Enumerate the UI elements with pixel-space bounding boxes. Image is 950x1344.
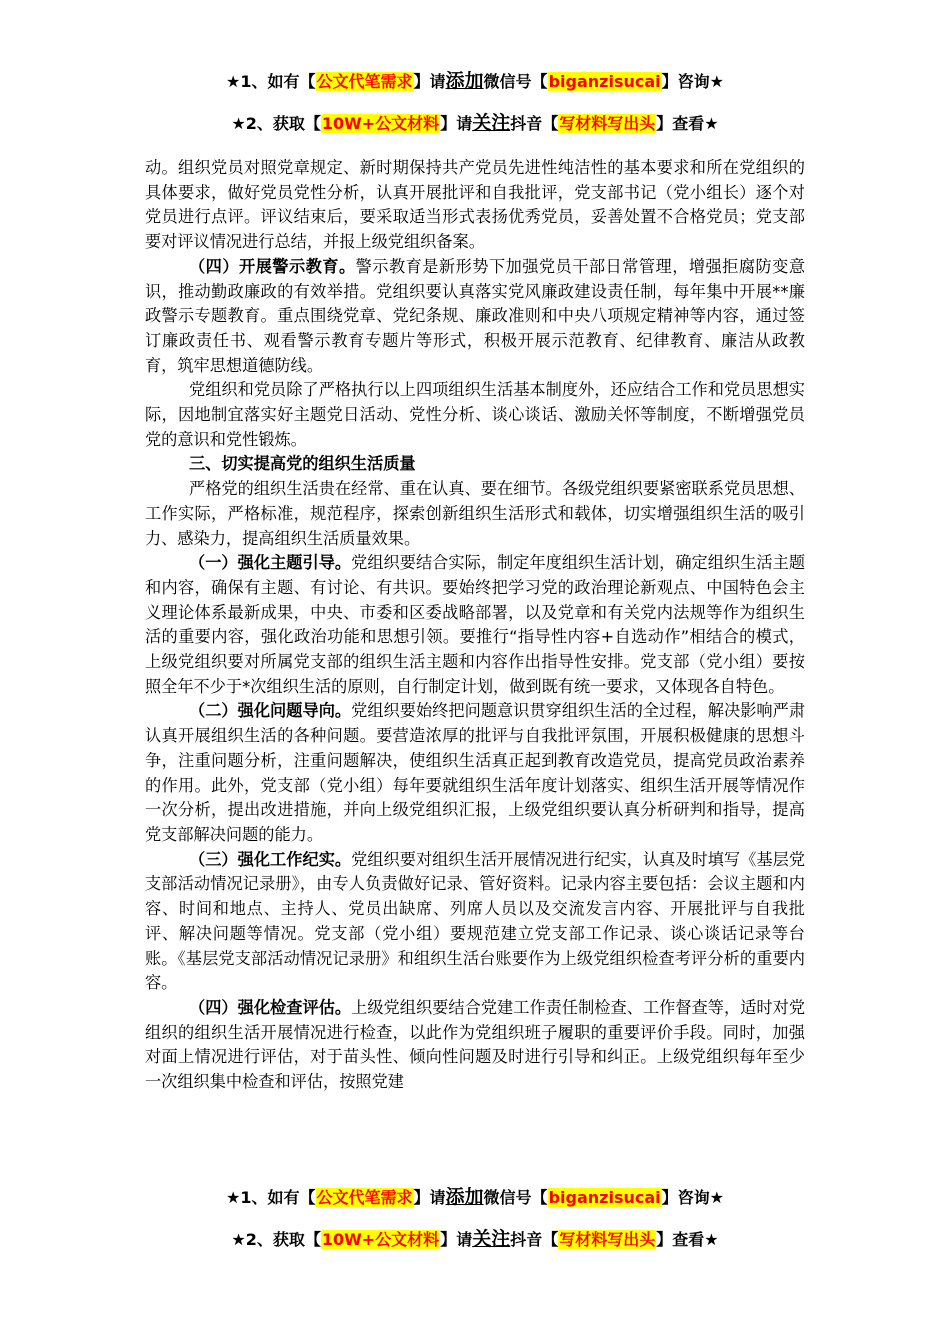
section-heading: （三）强化工作纪实。 [189,849,352,869]
paragraph: （四）开展警示教育。警示教育是新形势下加强党员干部日常管理，增强拒腐防变意识，推动勤政廉政的有效举措。党组织要认真落实党风廉政建设责任制，每年集中开展**廉政警示专题教育。重点围绕党章、党纪条规、廉政准则和中央八项规定精神等内容，通过签订廉政责任书、观看警示教育专题片等形式，积极开展示范教育、纪律教育、廉洁从政教育，筑牢思想道德防线。 [145,256,806,375]
highlight-ghostwriting: 公文代笔需求 [316,1188,413,1207]
document-body [145,156,805,1095]
paragraph [145,452,805,477]
section-heading: （二）强化问题导向。 [189,701,352,721]
highlight-materials: 10W+公文材料 [321,1230,440,1249]
wechat-id-link[interactable]: biganzisucai [548,1188,661,1207]
section-heading: （一）强化主题引导。 [189,553,352,573]
paragraph: 动。组织党员对照党章规定、新时期保持共产党员先进性纯洁性的基本要求和所在党组织的具体要求，做好党员党性分析，认真开展批评和自我批评，党支部书记（党小组长）逐个对党员进行点评。评议结束后，要采取适当形式表扬优秀党员，妥善处置不合格党员；党支部要对评议情况进行总结，并报上级党组织备案。 [145,158,805,252]
highlight-ghostwriting: 公文代笔需求 [316,72,413,91]
highlight-materials: 10W+公文材料 [321,114,440,133]
paragraph: （二）强化问题导向。党组织要始终把问题意识贯穿组织生活的全过程，解决影响严肃认真开展组织生活的各种问题。要营造浓厚的批评与自我批评氛围，开展积极健康的思想斗争，注重问题分析，注重问题解决，使组织生活真正起到教育改造党员，提高党员政治素养的作用。此外，党支部（党小组）每年要就组织生活年度计划落实、组织生活开展等情况作一次分析，提出改进措施，并向上级党组织汇报，上级党组织要认真分析研判和指导，提高党支部解决问题的能力。 [145,701,806,844]
douyin-account-link[interactable]: 写材料写出头 [559,1230,656,1249]
paragraph: 党组织和党员除了严格执行以上四项组织生活基本制度外，还应结合工作和党员思想实际，因地制宜落实好主题党日活动、党性分析、谈心谈话、激励关怀等制度，不断增强党员党的意识和党性锻炼。 [145,380,805,449]
paragraph: （一）强化主题引导。党组织要结合实际，制定年度组织生活计划，确定组织生活主题和内容，确保有主题、有讨论、有共识。要始终把学习党的政治理论新观点、中国特色会主义理论体系最新成果，中央、市委和区委战略部署，以及党章和有关党内法规等作为组织生活的重要内容，强化政治功能和思想引领。要推行“指导性内容+自选动作”相结合的模式，上级党组织要对所属党支部的组织生活主题和内容作出指导性安排。党支部（党小组）要按照全年不少于*次组织生活的原则，自行制定计划，做到既有统一要求，又体现各自特色。 [145,553,806,696]
paragraph: 严格党的组织生活贵在经常、重在认真、要在细节。各级党组织要紧密联系党员思想、工作实际，严格标准，规范程序，探索创新组织生活形式和载体，切实增强组织生活的吸引力、感染力，提高组织生活质量效果。 [145,479,805,548]
paragraph: （三）强化工作纪实。党组织要对组织生活开展情况进行纪实，认真及时填写《基层党支部活动情况记录册》，由专人负责做好记录、管好资料。记录内容主要包括：会议主题和内容、时间和地点、主持人、党员出缺席、列席人员以及交流发言内容、开展批评与自我批评、解决问题等情况。党支部（党小组）要规范建立党支部工作记录、谈心谈话记录等台账。《基层党支部活动情况记录册》和组织生活台账要作为上级党组织检查考评分析的重要内容。 [145,849,806,993]
paragraph: （四）强化检查评估。上级党组织要结合党建工作责任制检查、工作督查等，适时对党组织的组织生活开展情况进行检查，以此作为党组织班子履职的重要评价手段。同时，加强对面上情况进行评估，对于苗头性、倾向性问题及时进行引导和纠正。上级党组织每年至少一次组织集中检查和评估，按照党建 [145,997,806,1092]
section-heading: （四）强化检查评估。 [189,997,352,1017]
promo-banner-douyin-bottom: ★2、获取【10W+公文材料】请关注抖音【写材料写出头】查看★ [231,1228,719,1250]
chapter-heading: 三、切实提高党的组织生活质量 [189,454,416,474]
section-heading: （四）开展警示教育。 [189,256,356,276]
wechat-id-link[interactable]: biganzisucai [548,72,661,91]
douyin-account-link[interactable]: 写材料写出头 [559,114,656,133]
promo-banner-wechat-bottom: ★1、如有【公文代笔需求】请添加微信号【biganzisucai】咨询★ [226,1186,724,1208]
promo-banner-wechat: ★1、如有【公文代笔需求】请添加微信号【biganzisucai】咨询★ [226,70,724,92]
promo-banner-douyin: ★2、获取【10W+公文材料】请关注抖音【写材料写出头】查看★ [231,112,719,134]
